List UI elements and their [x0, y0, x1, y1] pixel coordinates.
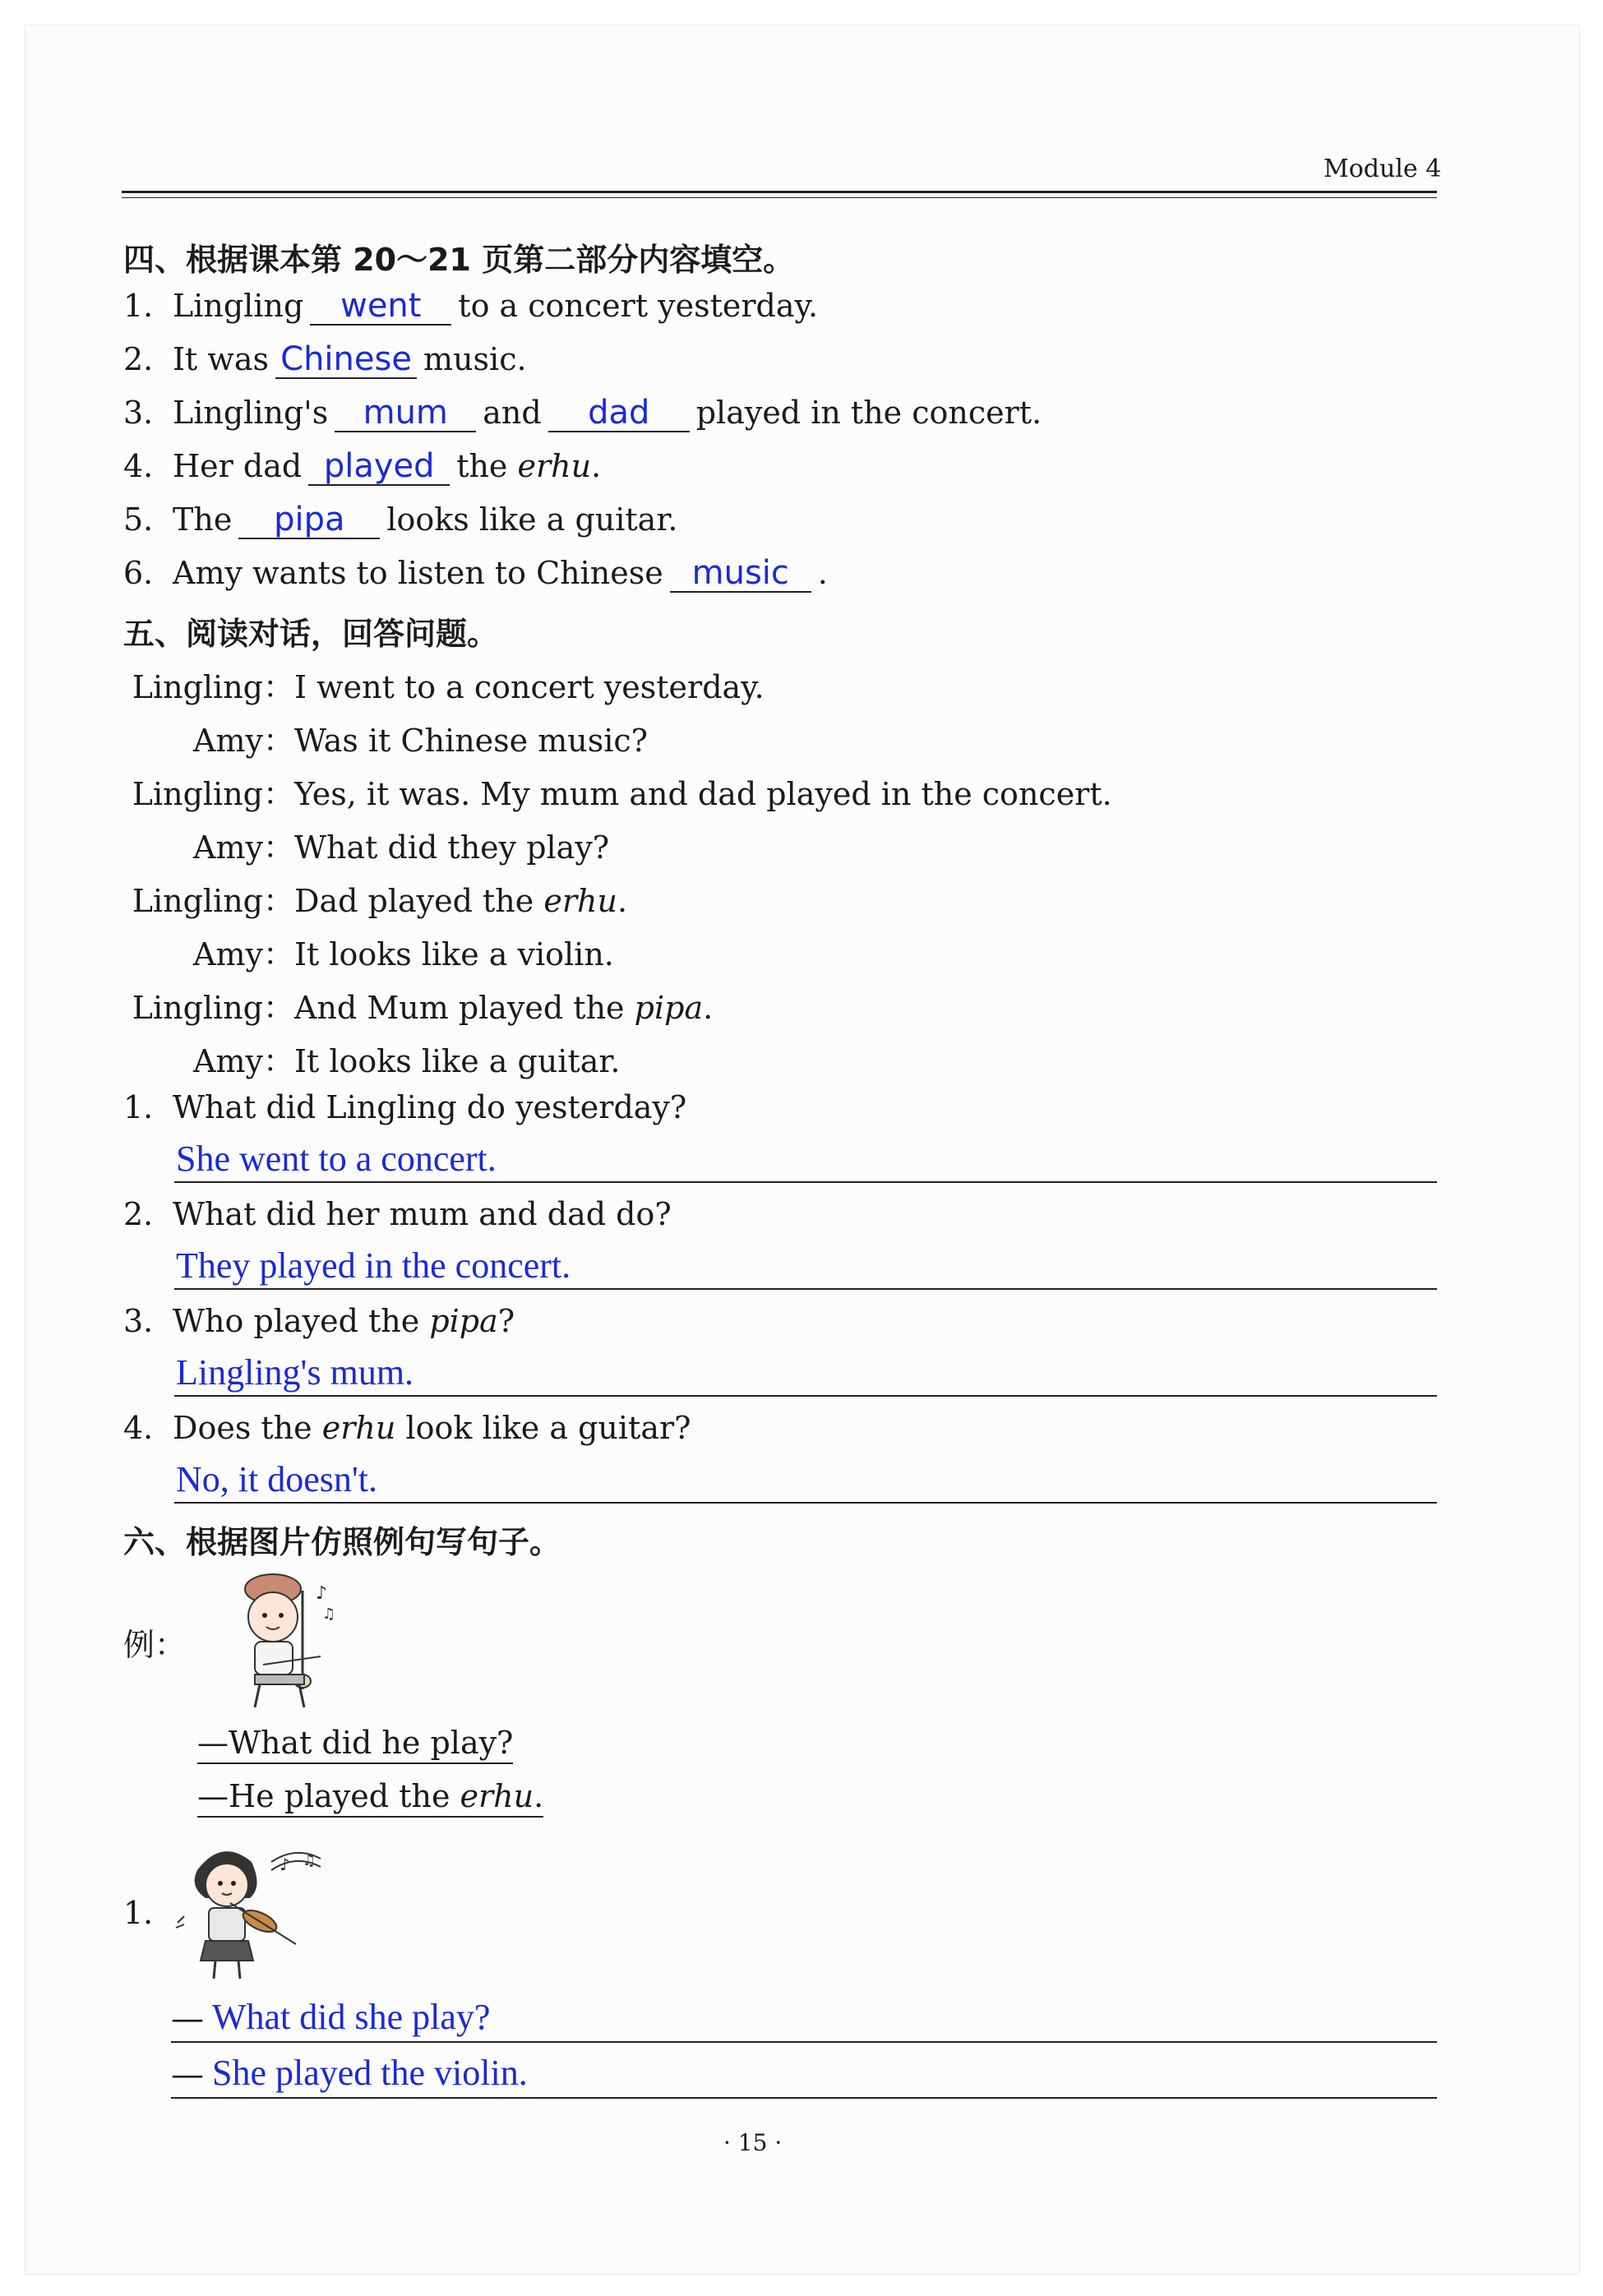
question-4: 4. Does the erhu look like a guitar? [123, 1410, 691, 1446]
answer-blank: pipa [238, 501, 380, 539]
question-2: 2. What did her mum and dad do? [123, 1196, 672, 1232]
fill-item-1: 1. Lingling went to a concert yesterday. [123, 287, 819, 325]
example-answer: —He played the erhu. [197, 1778, 543, 1814]
answer-line: She went to a concert. [174, 1139, 1437, 1183]
answer-blank: went [310, 288, 451, 326]
header-rule-thin [122, 197, 1437, 198]
question-1: 1. What did Lingling do yesterday? [123, 1089, 687, 1125]
answer-blank: mum [335, 395, 476, 432]
fill-item-6: 6. Amy wants to listen to Chinese music . [123, 554, 828, 592]
dialogue-line: Lingling：I went to a concert yesterday. [132, 669, 765, 705]
header-rule [122, 191, 1437, 193]
dialogue-line: Lingling：And Mum played the pipa. [132, 990, 714, 1026]
module-label: Module 4 [1324, 155, 1442, 183]
fill-item-4: 4. Her dad played the erhu. [123, 447, 602, 485]
section6-heading: 六、根据图片仿照例句写句子。 [123, 1524, 561, 1560]
svg-text:♫: ♫ [303, 1852, 316, 1869]
dialogue-line: Amy：What did they play? [193, 829, 610, 866]
fill-item-2: 2. It was Chinese music. [123, 340, 527, 378]
fill-item-5: 5. The pipa looks like a guitar. [123, 501, 678, 538]
answer-statement-line: — She played the violin. [171, 2049, 1437, 2099]
svg-text:♫: ♫ [322, 1605, 336, 1623]
answer-blank: Chinese [275, 341, 417, 379]
answer-blank: dad [548, 395, 690, 432]
answer-line: Lingling's mum. [174, 1352, 1437, 1397]
answer-line: No, it doesn't. [174, 1459, 1437, 1504]
page-number: · 15 · [723, 2129, 783, 2156]
example-question: —What did he play? [197, 1725, 513, 1761]
section4-heading: 四、根据课本第 20～21 页第二部分内容填空。 [123, 242, 795, 278]
answer-line: They played in the concert. [174, 1245, 1437, 1290]
fill-item-3: 3. Lingling's mum and dad played in the concert. [123, 394, 1042, 432]
question-3: 3. Who played the pipa? [123, 1303, 515, 1339]
svg-text:♪: ♪ [316, 1583, 328, 1604]
item-number: 1. [123, 1895, 154, 1931]
boy-erhu-illustration [230, 1566, 337, 1714]
dialogue-line: Lingling：Dad played the erhu. [132, 883, 628, 919]
example-label: 例： [123, 1627, 187, 1663]
answer-question-line: — What did she play? [171, 1993, 1437, 2043]
girl-violin-illustration [173, 1837, 329, 1985]
dialogue-line: Amy：It looks like a violin. [193, 936, 614, 972]
answer-blank: played [308, 448, 450, 486]
answer-blank: music [670, 555, 811, 593]
svg-text:♪: ♪ [279, 1855, 290, 1874]
dialogue-line: Lingling：Yes, it was. My mum and dad played in the concert. [132, 776, 1112, 812]
dialogue-line: Amy：Was it Chinese music? [193, 723, 649, 759]
section5-heading: 五、阅读对话，回答问题。 [123, 616, 499, 652]
dialogue-line: Amy：It looks like a guitar. [193, 1043, 621, 1079]
